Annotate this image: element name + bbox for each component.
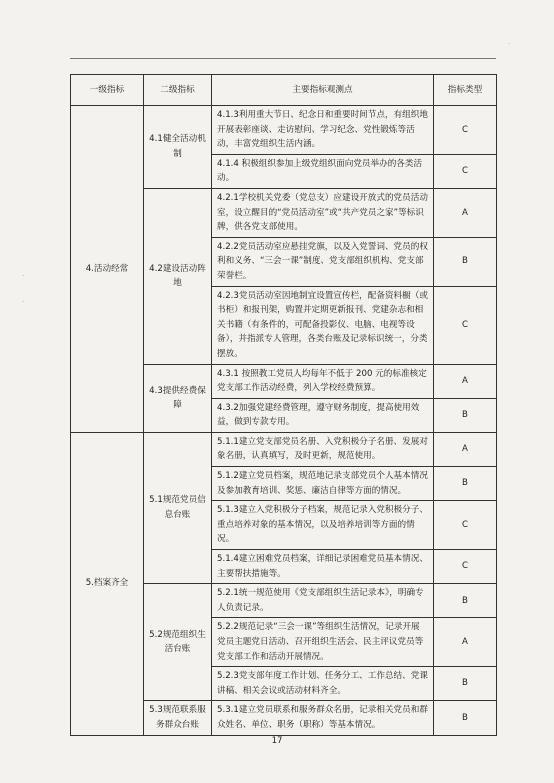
header-observation-points: 主要指标观测点 [212, 75, 434, 106]
table-header-row [71, 75, 497, 106]
observation-cell: 4.1.4 积极组织参加上级党组织面向党员举办的各类活动。 [212, 154, 434, 188]
observation-cell: 4.3.2加强党建经费管理，遵守财务制度，提高使用效益，做到专款专用。 [212, 398, 434, 432]
type-cell: C [434, 106, 497, 155]
observation-cell: 5.1.3建立入党积极分子档案，规范记录入党积极分子、重点培养对象的基本情况，以及培养培训等方面的情况。 [212, 501, 434, 550]
type-cell: B [434, 398, 497, 432]
type-cell: A [434, 618, 497, 667]
observation-cell: 5.1.2建立党员档案，规范地记录支部党员个人基本情况及参加教育培训、奖惩、廉洁自律等方面的情况。 [212, 467, 434, 501]
type-cell: C [434, 501, 497, 550]
level2-cell: 5.1规范党员信息台账 [144, 432, 212, 583]
level2-cell: 5.3规范联系服务群众台账 [144, 701, 212, 735]
observation-cell: 4.2.3党员活动室因地制宜设置宣传栏，配备资料橱（或书柜）和报刊架，购置并定期更新报刊、党建杂志和相关书籍（有条件的，可配备投影仪、电脑、电视等设备），并指派专人管理，各类台账及记录标识统一，分类摆放。 [212, 286, 434, 364]
type-cell: C [434, 550, 497, 584]
type-cell: B [434, 667, 497, 701]
indicator-table [70, 74, 497, 736]
type-cell: C [434, 286, 497, 364]
observation-cell: 5.1.1建立党支部党员名册、入党积极分子名册、发展对象名册，认真填写，及时更新，规范使用。 [212, 432, 434, 466]
observation-cell: 5.2.2规范记录“三会一课”等组织生活情况，记录开展党员主题党日活动、召开组织生活会、民主评议党员等党支部工作和活动开展情况。 [212, 618, 434, 667]
type-cell: B [434, 701, 497, 735]
type-cell: A [434, 188, 497, 237]
header-indicator-type: 指标类型 [434, 75, 497, 106]
observation-cell: 4.2.1学校机关党委（党总支）应建设开放式的党员活动室，设立醒目的“党员活动室”或“共产党员之家”等标识牌，供各党支部使用。 [212, 188, 434, 237]
observation-cell: 5.2.1统一规范使用《党支部组织生活记录本》，明确专人负责记录。 [212, 584, 434, 618]
header-level2: 二级指标 [144, 75, 212, 106]
observation-cell: 5.2.3党支部年度工作计划、任务分工、工作总结、党课讲稿、相关会议或活动材料齐全。 [212, 667, 434, 701]
type-cell: B [434, 467, 497, 501]
level2-cell: 4.2建设活动阵地 [144, 188, 212, 364]
level2-cell: 4.1健全活动机制 [144, 106, 212, 189]
level2-cell: 5.2规范组织生活台账 [144, 584, 212, 701]
margin-mark: · [22, 298, 25, 306]
observation-cell: 4.2.2党员活动室应悬挂党旗，以及入党誓词、党员的权利和义务、“三会一课”制度、党支部组织机构、党支部荣誉栏。 [212, 237, 434, 286]
level2-cell: 4.3提供经费保障 [144, 364, 212, 432]
type-cell: A [434, 432, 497, 466]
top-rule [70, 58, 496, 59]
observation-cell: 4.1.3利用重大节日、纪念日和重要时间节点，有组织地开展表彰座谈、走访慰问、学习纪念、党性锻炼等活动，丰富党组织生活内涵。 [212, 106, 434, 155]
type-cell: A [434, 364, 497, 398]
observation-cell: 5.3.1建立党员联系和服务群众名册，记录相关党员和群众姓名、单位、职务（职称）等基本情况。 [212, 701, 434, 735]
type-cell: C [434, 154, 497, 188]
type-cell: B [434, 584, 497, 618]
table-row [71, 106, 497, 155]
observation-cell: 4.3.1 按照教工党员人均每年不低于 200 元的标准核定党支部工作活动经费，列入学校经费预算。 [212, 364, 434, 398]
header-level1: 一级指标 [71, 75, 144, 106]
table-row [71, 432, 497, 466]
level1-cell: 4.活动经常 [71, 106, 144, 433]
level1-cell: 5.档案齐全 [71, 432, 144, 735]
page-number: 17 [271, 736, 283, 746]
margin-mark: · [22, 272, 25, 280]
type-cell: B [434, 237, 497, 286]
margin-mark: · [508, 40, 511, 48]
observation-cell: 5.1.4建立困难党员档案，详细记录困难党员基本情况、主要帮扶措施等。 [212, 550, 434, 584]
